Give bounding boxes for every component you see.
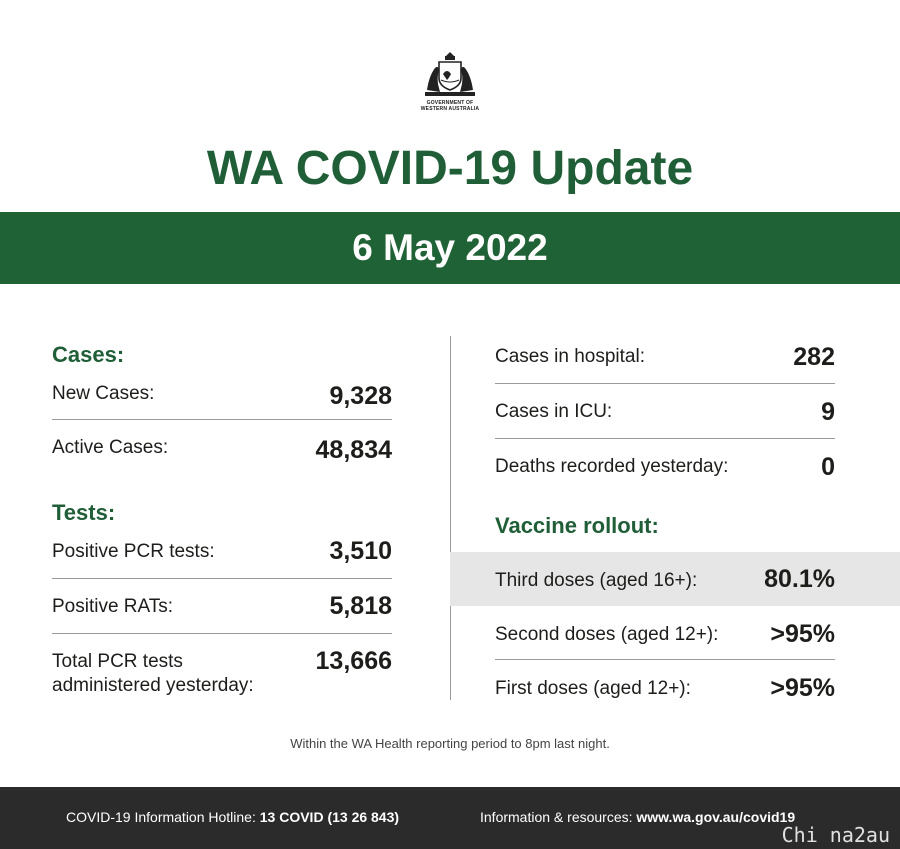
stat-row-hospital (495, 341, 835, 395)
stat-row-total-pcr (52, 646, 392, 700)
stat-row-first-doses (495, 673, 835, 727)
resources-info (480, 809, 795, 825)
stat-label: Second doses (aged 12+): (495, 624, 719, 645)
divider (52, 633, 392, 634)
stat-label: Positive PCR tests: (52, 541, 215, 562)
stat-value: 13,666 (315, 647, 392, 675)
stat-value: >95% (770, 620, 835, 648)
stat-label: Cases in hospital: (495, 346, 645, 367)
stat-label (52, 650, 254, 698)
stat-row-icu (495, 396, 835, 450)
resources-url[interactable]: www.wa.gov.au/covid19 (636, 809, 796, 825)
stat-value: 9,328 (329, 382, 392, 410)
stat-row-second-doses (495, 619, 835, 673)
footer-bar (0, 787, 900, 849)
stat-row-third-doses (495, 565, 835, 619)
stat-label: Cases in ICU: (495, 401, 613, 422)
report-date: 6 May 2022 (352, 227, 548, 268)
stat-label: First doses (aged 12+): (495, 678, 691, 699)
stat-value: >95% (770, 674, 835, 702)
vaccine-heading: Vaccine rollout: (495, 513, 659, 538)
stat-value: 48,834 (315, 436, 392, 464)
stat-label: New Cases: (52, 383, 155, 404)
stat-value: 80.1% (764, 565, 835, 593)
stat-row-new-cases (52, 378, 392, 432)
wa-government-crest-logo (410, 50, 490, 116)
column-divider (450, 336, 451, 700)
hotline-info (66, 809, 399, 825)
divider (52, 578, 392, 579)
stat-label: Active Cases: (52, 437, 169, 458)
stat-label: Deaths recorded yesterday: (495, 456, 729, 477)
crest-caption-line2: WESTERN AUSTRALIA (420, 106, 480, 112)
crest-icon (419, 50, 481, 100)
stat-label-line2: administered yesterday: (52, 675, 254, 696)
stat-value: 9 (821, 398, 835, 426)
divider (495, 383, 835, 384)
stat-value: 3,510 (329, 537, 392, 565)
stat-row-deaths (495, 451, 835, 505)
stat-row-active-cases (52, 432, 392, 486)
reporting-period-note: Within the WA Health reporting period to 8pm last night. (290, 736, 610, 751)
date-banner (0, 212, 900, 284)
cases-heading: Cases: (52, 342, 125, 367)
divider (495, 438, 835, 439)
stat-label-line1: Total PCR tests (52, 651, 183, 672)
stat-value: 5,818 (329, 592, 392, 620)
hotline-label: COVID-19 Information Hotline: (66, 809, 260, 825)
tests-heading: Tests: (52, 500, 116, 525)
crest-caption-line1: GOVERNMENT OF (426, 100, 474, 106)
hotline-number: 13 COVID (13 26 843) (259, 809, 400, 825)
stat-row-positive-rats (52, 591, 392, 645)
page-title: WA COVID-19 Update (206, 142, 694, 195)
stat-label: Third doses (aged 16+): (495, 570, 698, 591)
stat-value: 0 (821, 453, 835, 481)
stat-row-positive-pcr (52, 536, 392, 590)
resources-label: Information & resources: (480, 809, 637, 825)
watermark: Chi na2au (781, 823, 890, 847)
stat-value: 282 (793, 343, 835, 371)
divider (495, 659, 835, 660)
divider (52, 419, 392, 420)
stat-label: Positive RATs: (52, 596, 174, 617)
